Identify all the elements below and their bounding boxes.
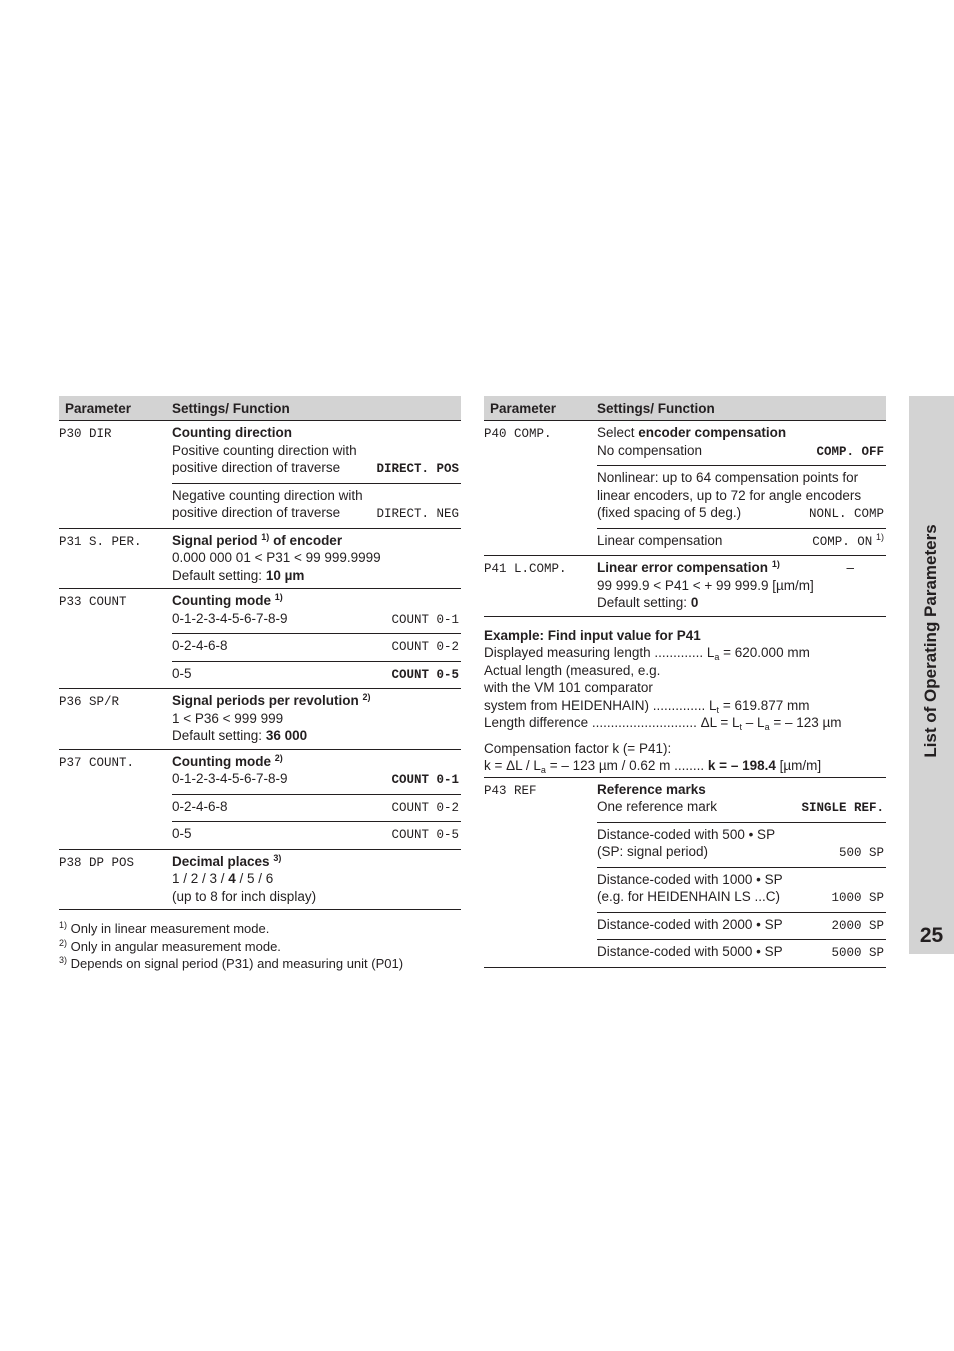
header-settings: Settings/ Function — [172, 400, 290, 416]
display-code: COMP. OFF — [816, 444, 884, 459]
example-line: system from HEIDENHAIN) .............. $L_t = 619.877$ mm — [484, 697, 810, 715]
param-title: Counting direction — [172, 425, 292, 440]
param-row-p30 — [59, 421, 461, 529]
setting-text: Nonlinear: up to 64 compensation points for — [597, 470, 859, 485]
default-setting: Default setting: 36 000 — [172, 728, 308, 743]
example-line: Length difference ............................ $\Delta L = L_t - L_a$ = – 123 µm — [484, 715, 842, 732]
param-code: P33 COUNT — [59, 595, 127, 609]
setting-text: linear encoders, up to 72 for angle encoders — [597, 487, 862, 503]
param-title: Signal periods per revolution $^{2)}$ — [172, 692, 371, 708]
param-row-p33 — [59, 589, 461, 689]
setting-text: Distance-coded with 500 • SP — [597, 826, 776, 842]
setting-text: Distance-coded with 2000 • SP — [597, 916, 783, 932]
example-line: with the VM 101 comparator — [484, 680, 653, 695]
param-row-p41 — [484, 556, 886, 617]
display-code: COUNT 0-2 — [391, 640, 459, 654]
setting-text: Negative counting direction with — [172, 487, 363, 503]
param-title: Select encoder compensation — [597, 425, 787, 440]
setting-text: 1 / 2 / 3 / 4 / 5 / 6 — [172, 871, 274, 886]
display-code: 2000 SP — [831, 918, 884, 933]
setting-text: 0-1-2-3-4-5-6-7-8-9 — [172, 610, 288, 626]
display-code: COUNT 0-5 — [391, 828, 459, 842]
setting-text: 0-1-2-3-4-5-6-7-8-9 — [172, 771, 288, 786]
table-header — [59, 396, 461, 421]
param-row-p36 — [59, 689, 461, 750]
example-line: Displayed measuring length ............. $L_a = 620.000$ mm — [484, 645, 810, 662]
setting-text: (fixed spacing of 5 deg.) — [597, 505, 742, 520]
example-line: $k = \Delta L / L_a$ = – 123 µm / 0.62 m ........ k = – 198.4 [µm/m] — [484, 757, 886, 778]
page-number: 25 — [919, 924, 944, 947]
display-code: COUNT 0-1 — [391, 612, 459, 627]
display-code: COMP. ON $^{1)}$ — [812, 531, 884, 549]
example-line: Compensation factor k (= P41): — [484, 740, 672, 756]
setting-text: Distance-coded with 5000 • SP — [597, 944, 783, 959]
setting-text: 1 < P36 < 999 999 — [172, 710, 284, 726]
param-row-p40 — [484, 421, 886, 556]
display-code: NONL. COMP — [808, 507, 884, 521]
param-code: P40 COMP. — [484, 427, 552, 441]
param-code: P38 DP POS — [59, 855, 135, 870]
setting-text: Distance-coded with 1000 • SP — [597, 871, 783, 887]
display-code: 5000 SP — [831, 946, 884, 960]
param-title: Linear error compensation $^{1)}$ – — [597, 559, 854, 575]
param-row-p43 — [484, 778, 886, 968]
table-header — [484, 396, 886, 421]
param-code: P41 L.COMP. — [484, 562, 567, 576]
setting-text: 0-2-4-6-8 — [172, 798, 228, 814]
param-title: Counting mode $^{1)}$ — [172, 592, 283, 608]
param-code: P37 COUNT. — [59, 755, 135, 770]
header-settings: Settings/ Function — [597, 400, 715, 416]
example-title: Example: Find input value for P41 — [484, 627, 701, 643]
param-title: Counting mode $^{2)}$ — [172, 752, 283, 769]
param-code: P43 REF — [484, 783, 537, 798]
param-code: P30 DIR — [59, 427, 112, 441]
display-code: DIRECT. NEG — [376, 507, 459, 521]
setting-text: 0.000 000 01 < P31 < 99 999.9999 — [172, 550, 381, 565]
display-code: SINGLE REF. — [801, 801, 884, 815]
setting-text: (up to 8 for inch display) — [172, 888, 317, 904]
right-parameter-table — [484, 396, 886, 968]
setting-text: 0-5 — [172, 665, 192, 681]
setting-text: (e.g. for HEIDENHAIN LS ...C) — [597, 889, 781, 904]
setting-text: 99 999.9 < P41 < + 99 999.9 [µm/m] — [597, 577, 814, 593]
display-code: DIRECT. POS — [376, 462, 459, 476]
setting-text: positive direction of traverse — [172, 505, 341, 520]
footnote: $^{3)}$ Depends on signal period (P31) and measuring unit (P01) — [59, 955, 404, 971]
setting-text: positive direction of traverse — [172, 460, 341, 475]
chapter-title: List of Operating Parameters — [921, 524, 940, 758]
footnote: $^{1)}$ Only in linear measurement mode. — [59, 920, 270, 936]
setting-text: One reference mark — [597, 799, 718, 814]
setting-text: 0-2-4-6-8 — [172, 638, 228, 653]
example-p41 — [484, 617, 886, 778]
setting-text: No compensation — [597, 442, 703, 458]
display-code: COUNT 0-5 — [391, 667, 459, 682]
display-code: COUNT 0-2 — [391, 800, 459, 815]
setting-text: 0-5 — [172, 826, 192, 841]
example-line: Actual length (measured, e.g. — [484, 662, 661, 678]
param-row-p31 — [59, 529, 461, 590]
default-setting: Default setting: 10 µm — [172, 567, 305, 583]
setting-text: Linear compensation — [597, 532, 723, 548]
header-parameter: Parameter — [490, 400, 557, 416]
display-code: 500 SP — [838, 846, 884, 860]
param-row-p37 — [59, 750, 461, 850]
param-title: Decimal places $^{3)}$ — [172, 852, 282, 869]
left-parameter-table — [59, 396, 461, 973]
param-title: Signal period $^{1)}$ of encoder — [172, 531, 343, 548]
chapter-tab — [909, 396, 954, 954]
footnote: $^{2)}$ Only in angular measurement mode. — [59, 937, 281, 954]
param-title: Reference marks — [597, 781, 706, 797]
header-parameter: Parameter — [65, 400, 132, 416]
param-code: P31 S. PER. — [59, 534, 142, 549]
display-code: 1000 SP — [831, 891, 884, 905]
param-code: P36 SP/R — [59, 695, 120, 709]
default-setting: Default setting: 0 — [597, 595, 699, 610]
footnotes — [59, 920, 461, 973]
setting-text: Positive counting direction with — [172, 442, 357, 458]
param-row-p38 — [59, 850, 461, 911]
setting-text: (SP: signal period) — [597, 844, 709, 859]
display-code: COUNT 0-1 — [391, 773, 459, 787]
